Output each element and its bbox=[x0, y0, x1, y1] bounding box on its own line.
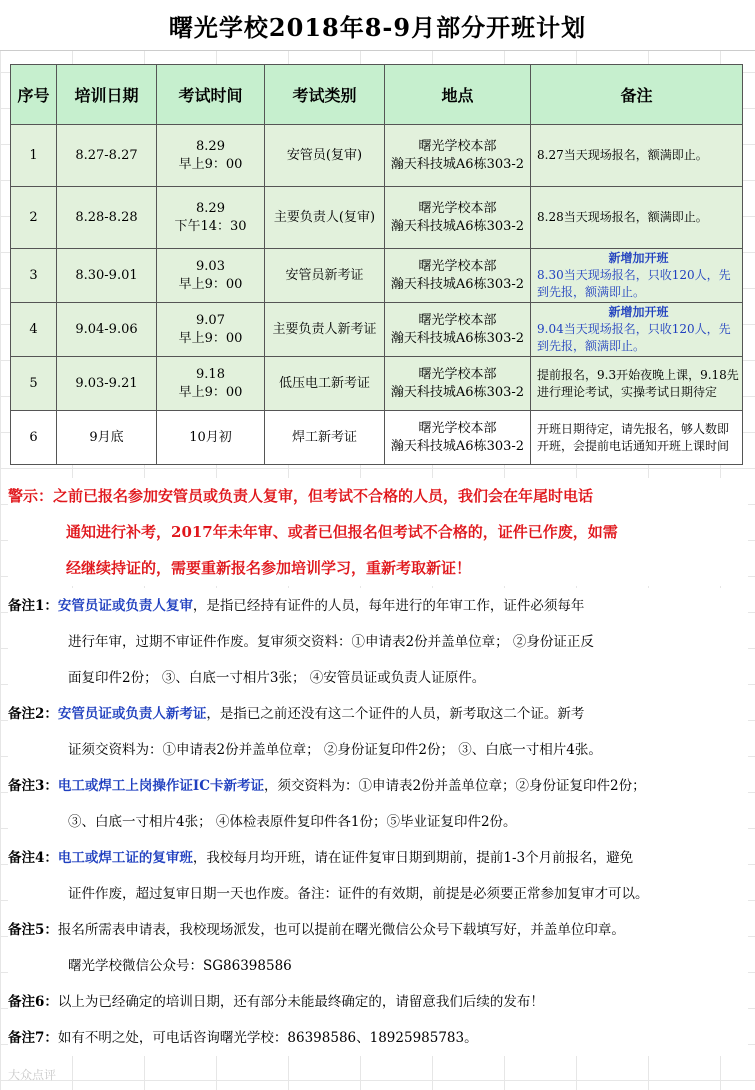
note-5-line-1 bbox=[8, 912, 748, 948]
new-class-badge: 新增加开班 bbox=[608, 305, 669, 319]
note-4-line-1 bbox=[8, 840, 748, 876]
row-exam-time bbox=[157, 357, 265, 411]
warning-line-2: 通知进行补考，2017年未年审、或者已但报名但考试不合格的，证件已作废，如需 bbox=[66, 523, 618, 541]
note-highlight: 安管员证或负责人新考证 bbox=[57, 706, 207, 722]
note-text: ，是指已之前还没有这二个证件的人员，新考取这二个证。新考 bbox=[206, 706, 585, 722]
header-remarks: 备注 bbox=[531, 65, 743, 125]
row-no: 4 bbox=[11, 303, 57, 357]
row-exam-type: 安管员新考证 bbox=[265, 249, 385, 303]
exam-date: 9.03 bbox=[196, 258, 225, 274]
header-exam-type: 考试类别 bbox=[265, 65, 385, 125]
watermark: 大众点评 bbox=[8, 1068, 57, 1082]
warning-line-3: 经继续持证的，需要重新报名参加培训学习，重新考取新证！ bbox=[66, 559, 472, 577]
exam-date: 9.18 bbox=[196, 366, 225, 382]
row-exam-type: 主要负责人新考证 bbox=[265, 303, 385, 357]
header-no: 序号 bbox=[11, 65, 57, 125]
exam-date: 9.07 bbox=[196, 312, 225, 328]
row-note: 开班日期待定，请先报名，够人数即开班，会提前电话通知开班上课时间 bbox=[531, 411, 743, 465]
row-date: 8.27-8.27 bbox=[57, 125, 157, 187]
location-address: 瀚天科技城A6栋303-2 bbox=[390, 156, 525, 172]
row-exam-type: 焊工新考证 bbox=[265, 411, 385, 465]
warning-block bbox=[8, 478, 748, 586]
row-note: 提前报名，9.3开始夜晚上课，9.18先进行理论考试，实操考试日期待定 bbox=[531, 357, 743, 411]
row-location bbox=[385, 411, 531, 465]
location-campus: 曙光学校本部 bbox=[418, 420, 497, 436]
exam-clock: 早上9：00 bbox=[178, 384, 243, 400]
row-date: 9月底 bbox=[57, 411, 157, 465]
wechat-account: 曙光学校微信公众号：SG86398586 bbox=[68, 958, 292, 974]
row-no: 1 bbox=[11, 125, 57, 187]
row-no: 3 bbox=[11, 249, 57, 303]
location-address: 瀚天科技城A6栋303-2 bbox=[390, 276, 525, 292]
exam-clock: 早上9：00 bbox=[178, 156, 243, 172]
note-highlight: 电工或焊工证的复审班 bbox=[57, 850, 193, 866]
note-text: ，我校每月均开班，请在证件复审日期到期前，提前1-3个月前报名，避免 bbox=[192, 850, 634, 866]
row-location bbox=[385, 357, 531, 411]
note-label: 备注3： bbox=[8, 778, 58, 794]
row-location bbox=[385, 249, 531, 303]
note-6-line-1 bbox=[8, 984, 748, 1020]
row-date: 9.03-9.21 bbox=[57, 357, 157, 411]
table-row bbox=[11, 249, 743, 303]
note-label: 备注4： bbox=[8, 850, 58, 866]
exam-clock: 下午14：30 bbox=[174, 218, 247, 234]
row-note: 8.27当天现场报名，额满即止。 bbox=[531, 125, 743, 187]
note-text: 8.30当天现场报名，只收120人，先到先报，额满即止。 bbox=[537, 268, 731, 299]
location-campus: 曙光学校本部 bbox=[418, 366, 497, 382]
location-address: 瀚天科技城A6栋303-2 bbox=[390, 384, 525, 400]
note-label: 备注5： bbox=[8, 922, 58, 938]
location-campus: 曙光学校本部 bbox=[418, 200, 497, 216]
note-3-line-2: ③、白底一寸相片4张； ④体检表原件复印件各1份；⑤毕业证复印件2份。 bbox=[68, 814, 517, 830]
exam-date: 8.29 bbox=[196, 200, 225, 216]
new-class-badge: 新增加开班 bbox=[608, 251, 669, 265]
row-note: 8.28当天现场报名，额满即止。 bbox=[531, 187, 743, 249]
location-campus: 曙光学校本部 bbox=[418, 138, 497, 154]
note-7-line-1 bbox=[8, 1020, 748, 1056]
note-label: 备注1： bbox=[8, 598, 58, 614]
header-location: 地点 bbox=[385, 65, 531, 125]
note-text: 如有不明之处，可电话咨询曙光学校：86398586、18925985783。 bbox=[57, 1030, 478, 1046]
table-row bbox=[11, 187, 743, 249]
row-exam-time bbox=[157, 249, 265, 303]
row-exam-type: 主要负责人(复审) bbox=[265, 187, 385, 249]
header-training-date: 培训日期 bbox=[57, 65, 157, 125]
row-no: 5 bbox=[11, 357, 57, 411]
exam-clock: 早上9：00 bbox=[178, 276, 243, 292]
row-no: 6 bbox=[11, 411, 57, 465]
exam-date: 8.29 bbox=[196, 138, 225, 154]
row-exam-time bbox=[157, 125, 265, 187]
row-exam-type: 安管员(复审) bbox=[265, 125, 385, 187]
note-text: 报名所需表申请表，我校现场派发，也可以提前在曙光微信公众号下载填写好，并盖单位印章。 bbox=[57, 922, 625, 938]
row-exam-time bbox=[157, 187, 265, 249]
location-address: 瀚天科技城A6栋303-2 bbox=[390, 218, 525, 234]
row-location bbox=[385, 187, 531, 249]
row-exam-type: 低压电工新考证 bbox=[265, 357, 385, 411]
note-1-line-3: 面复印件2份； ③、白底一寸相片3张； ④安管员证或负责人证原件。 bbox=[68, 670, 486, 686]
exam-clock: 早上9：00 bbox=[178, 330, 243, 346]
note-3-line-1 bbox=[8, 768, 748, 804]
note-1-line-2: 进行年审，过期不审证件作废。复审须交资料：①申请表2份并盖单位章； ②身份证正反 bbox=[68, 634, 594, 650]
row-exam-time bbox=[157, 303, 265, 357]
row-location bbox=[385, 125, 531, 187]
row-note bbox=[531, 303, 743, 357]
schedule-table bbox=[10, 64, 743, 465]
note-text: 9.04当天现场报名，只收120人，先到先报，额满即止。 bbox=[537, 322, 731, 353]
warning-line-1: 警示：之前已报名参加安管员或负责人复审，但考试不合格的人员，我们会在年尾时电话 bbox=[8, 487, 594, 505]
page-title: 曙光学校2018年8-9月部分开班计划 bbox=[0, 0, 755, 51]
note-label: 备注6： bbox=[8, 994, 58, 1010]
location-campus: 曙光学校本部 bbox=[418, 312, 497, 328]
note-2-line-1 bbox=[8, 696, 748, 732]
note-highlight: 安管员证或负责人复审 bbox=[57, 598, 193, 614]
row-exam-time: 10月初 bbox=[157, 411, 265, 465]
row-date: 9.04-9.06 bbox=[57, 303, 157, 357]
note-text: 以上为已经确定的培训日期，还有部分未能最终确定的，请留意我们后续的发布！ bbox=[57, 994, 544, 1010]
notes-block bbox=[8, 588, 748, 1056]
location-address: 瀚天科技城A6栋303-2 bbox=[390, 330, 525, 346]
row-note bbox=[531, 249, 743, 303]
location-address: 瀚天科技城A6栋303-2 bbox=[390, 438, 525, 454]
note-text: ，须交资料为：①申请表2份并盖单位章；②身份证复印件2份； bbox=[263, 778, 646, 794]
table-row bbox=[11, 411, 743, 465]
table-row bbox=[11, 357, 743, 411]
header-exam-time: 考试时间 bbox=[157, 65, 265, 125]
note-highlight: 电工或焊工上岗操作证IC卡新考证 bbox=[57, 778, 264, 794]
note-text: ，是指已经持有证件的人员，每年进行的年审工作，证件必须每年 bbox=[192, 598, 585, 614]
row-date: 8.28-8.28 bbox=[57, 187, 157, 249]
row-location bbox=[385, 303, 531, 357]
note-2-line-2: 证须交资料为：①申请表2份并盖单位章； ②身份证复印件2份； ③、白底一寸相片4张。 bbox=[68, 742, 602, 758]
note-1-line-1 bbox=[8, 588, 748, 624]
note-label: 备注7： bbox=[8, 1030, 58, 1046]
table-row bbox=[11, 303, 743, 357]
note-label: 备注2： bbox=[8, 706, 58, 722]
location-campus: 曙光学校本部 bbox=[418, 258, 497, 274]
table-row bbox=[11, 125, 743, 187]
note-4-line-2: 证件作废，超过复审日期一天也作废。备注：证件的有效期，前提是必须要正常参加复审才可以。 bbox=[68, 886, 649, 902]
row-date: 8.30-9.01 bbox=[57, 249, 157, 303]
table-header-row bbox=[11, 65, 743, 125]
row-no: 2 bbox=[11, 187, 57, 249]
